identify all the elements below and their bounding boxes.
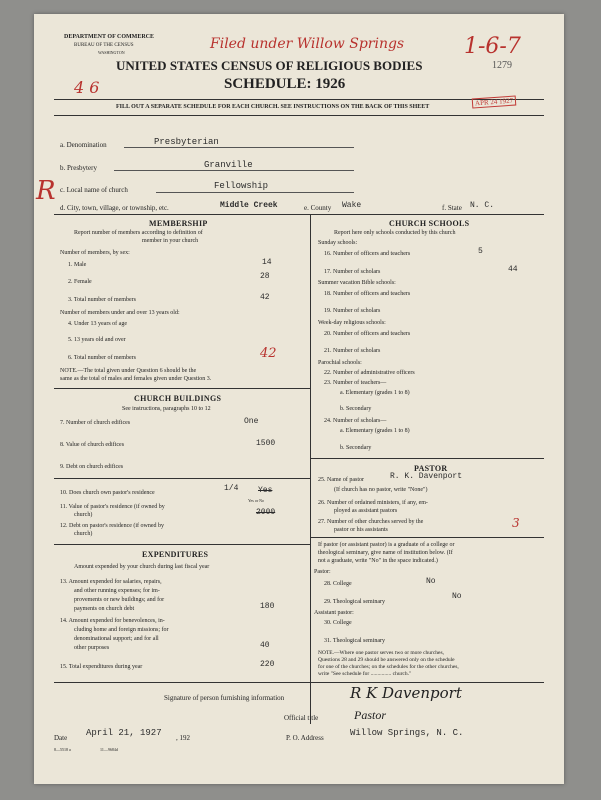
male-value: 14 — [262, 258, 272, 267]
pastor-note-3: for one of the churches; on the schedules for the other churches, — [318, 664, 459, 670]
q17-label: 17. Number of scholars — [324, 269, 381, 275]
city-label: WASHINGTON — [98, 50, 125, 55]
instructions: FILL OUT A SEPARATE SCHEDULE FOR EACH CHURCH. SEE INSTRUCTIONS ON THE BACK OF THIS SHEET — [116, 104, 430, 110]
number-note: 4 6 — [74, 78, 100, 97]
q15-value: 220 — [260, 660, 275, 669]
q25-sub: (If church has no pastor, write "None") — [334, 487, 428, 493]
form-number-2: 11—9684d — [100, 747, 118, 752]
date-year-suffix: , 192 — [176, 734, 190, 742]
q15-label: 15. Total expenditures during year — [60, 664, 143, 670]
stamp-number: 1279 — [492, 60, 512, 71]
dept-label: DEPARTMENT OF COMMERCE — [64, 34, 155, 40]
pastor-note-2: Questions 28 and 29 should be answered only on the schedule — [318, 657, 455, 663]
pastor-note-4: write "See schedule for ............... church." — [318, 671, 412, 677]
letter-r-note: R — [36, 176, 56, 206]
total-members-label: 3. Total number of members — [68, 297, 136, 303]
buildings-heading: CHURCH BUILDINGS — [134, 394, 222, 403]
form-title: UNITED STATES CENSUS OF RELIGIOUS BODIES — [116, 58, 423, 73]
city-value: Middle Creek — [220, 201, 278, 210]
official-title-value: Pastor — [354, 708, 387, 722]
date-label: Date — [54, 734, 68, 742]
membership-heading: MEMBERSHIP — [149, 219, 208, 228]
by-sex-label: Number of members, by sex: — [60, 250, 130, 256]
q28-value: No — [426, 577, 436, 586]
q9-label: 9. Debt on church edifices — [60, 464, 124, 470]
college-note-1: If pastor (or assistant pastor) is a graduate of a college or — [318, 542, 455, 548]
city-township-label: d. City, town, village, or township, etc. — [60, 204, 169, 212]
county-value: Wake — [342, 201, 362, 210]
q11-label: 11. Value of pastor's residence (if owned by — [60, 504, 165, 510]
local-name-label: c. Local name of church — [60, 186, 128, 194]
q8-label: 8. Value of church edifices — [60, 442, 125, 448]
summer-label: Summer vacation Bible schools: — [318, 280, 396, 286]
signature-label: Signature of person furnishing information — [164, 694, 285, 702]
pastor-heading: PASTOR — [414, 464, 448, 473]
q10-value: Yes — [258, 486, 273, 495]
date-value: April 21, 1927 — [86, 728, 162, 738]
membership-sub2: member in your church — [142, 238, 199, 244]
q22-label: 22. Number of administrative officers — [324, 370, 415, 376]
q14-line1: 14. Amount expended for benevolences, in- — [60, 618, 165, 624]
pastor-note-1: NOTE.—Where one pastor serves two or more churches, — [318, 650, 444, 656]
po-address-label: P. O. Address — [286, 734, 324, 742]
presbytery-value: Granville — [204, 160, 253, 170]
q19-label: 19. Number of scholars — [324, 308, 381, 314]
q12-label: 12. Debt on pastor's residence (if owned by — [60, 523, 165, 529]
q7-label: 7. Number of church edifices — [60, 420, 131, 426]
q12-label2: church) — [74, 531, 93, 537]
total-members-value: 42 — [260, 293, 270, 302]
q20-label: 20. Number of officers and teachers — [324, 331, 411, 337]
q17-value: 44 — [508, 265, 518, 274]
q24b-label: b. Secondary — [340, 445, 372, 451]
denomination-label: a. Denomination — [60, 141, 107, 149]
membership-sub1: Report number of members according to definition of — [74, 230, 203, 236]
college-note-2: theological seminary, give name of institution below. (If — [318, 550, 453, 556]
schools-sub: Report here only schools conducted by this church — [334, 230, 456, 236]
form-number-1: 8—5518 a — [54, 747, 71, 752]
q23b-label: b. Secondary — [340, 406, 372, 412]
presbytery-label: b. Presbytery — [60, 164, 97, 172]
parochial-label: Parochial schools: — [318, 360, 362, 366]
q14-line4: other purposes — [74, 645, 110, 651]
membership-note-1: NOTE.—The total given under Question 6 should be the — [60, 368, 197, 374]
bureau-label: BUREAU OF THE CENSUS — [74, 43, 134, 48]
yes-no-hint: Yes or No — [248, 498, 265, 503]
q27-line1: 27. Number of other churches served by the — [318, 519, 424, 525]
total6-label: 6. Total number of members — [68, 355, 136, 361]
census-form-sheet — [34, 14, 564, 784]
q14-line3: denominational support; and for all — [74, 636, 159, 642]
po-address-value: Willow Springs, N. C. — [350, 728, 464, 738]
weekday-label: Week-day religious schools: — [318, 320, 386, 326]
code-note: 1-6-7 — [464, 34, 521, 59]
schools-heading: CHURCH SCHOOLS — [389, 219, 470, 228]
asst-sub: Assistant pastor: — [314, 610, 354, 616]
expenditures-heading: EXPENDITURES — [142, 550, 209, 559]
over-13-label: 5. 13 years old and over — [68, 337, 126, 343]
female-label: 2. Female — [68, 279, 92, 285]
expenditures-sub: Amount expended by your church during last fiscal year — [74, 564, 210, 570]
q27-line2: pastor or his assistants — [334, 527, 388, 533]
q31-label: 31. Theological seminary — [324, 638, 386, 644]
q13-line3: provements or new buildings; and for — [74, 597, 165, 603]
q23a-label: a. Elementary (grades 1 to 8) — [340, 390, 410, 396]
q10-label: 10. Does church own pastor's residence — [60, 490, 155, 496]
age-split-label: Number of members under and over 13 years old: — [60, 310, 180, 316]
q16-value: 5 — [478, 247, 483, 256]
under-13-label: 4. Under 13 years of age — [68, 321, 127, 327]
q13-line1: 13. Amount expended for salaries, repairs, — [60, 579, 162, 585]
membership-note-2: same as the total of males and females given under Question 3. — [60, 376, 212, 382]
q29-label: 29. Theological seminary — [324, 599, 386, 605]
q30-label: 30. College — [324, 620, 352, 626]
q28-label: 28. College — [324, 581, 352, 587]
q10-share-value: 1/4 — [224, 484, 239, 493]
filed-under-note: Filed under Willow Springs — [210, 36, 405, 52]
state-label: f. State — [442, 204, 462, 212]
q21-label: 21. Number of scholars — [324, 348, 381, 354]
q26-line1: 26. Number of ordained ministers, if any, em- — [318, 500, 428, 506]
q24-label: 24. Number of scholars— — [324, 418, 387, 424]
denomination-value: Presbyterian — [154, 137, 219, 147]
q26-line2: ployed as assistant pastors — [334, 508, 398, 514]
schedule-title: SCHEDULE: 1926 — [224, 76, 346, 92]
q8-value: 1500 — [256, 439, 276, 448]
pastor-sub: Pastor: — [314, 569, 331, 575]
q14-line2: cluding home and foreign missions; for — [74, 627, 169, 633]
q29-value: No — [452, 592, 462, 601]
q25-value: R. K. Davenport — [390, 472, 463, 481]
q18-label: 18. Number of officers and teachers — [324, 291, 411, 297]
q25-label: 25. Name of pastor — [318, 477, 364, 483]
q27-value: 3 — [512, 516, 520, 530]
q11-label2: church) — [74, 512, 93, 518]
college-note-3: not a graduate, write "No" in the space indicated.) — [318, 558, 438, 564]
q14-value: 40 — [260, 641, 270, 650]
q11-value: 2000 — [256, 508, 276, 517]
q16-label: 16. Number of officers and teachers — [324, 251, 411, 257]
county-label: e. County — [304, 204, 332, 212]
male-label: 1. Male — [68, 262, 87, 268]
total6-value: 42 — [260, 346, 277, 361]
q13-line2: and other running expenses; for im- — [74, 588, 160, 594]
buildings-sub: See instructions, paragraphs 10 to 12 — [122, 406, 211, 412]
state-value: N. C. — [470, 201, 495, 210]
q13-line4: payments on church debt — [74, 606, 135, 612]
official-title-label: Official title — [284, 714, 319, 722]
sunday-label: Sunday schools: — [318, 240, 358, 246]
q13-value: 180 — [260, 602, 275, 611]
q24a-label: a. Elementary (grades 1 to 8) — [340, 428, 410, 434]
signature: R K Davenport — [350, 684, 462, 702]
female-value: 28 — [260, 272, 270, 281]
q7-value: One — [244, 417, 259, 426]
q23-label: 23. Number of teachers— — [324, 380, 387, 386]
local-name-value: Fellowship — [214, 181, 269, 191]
received-stamp: APR 24 1927 — [472, 95, 517, 108]
